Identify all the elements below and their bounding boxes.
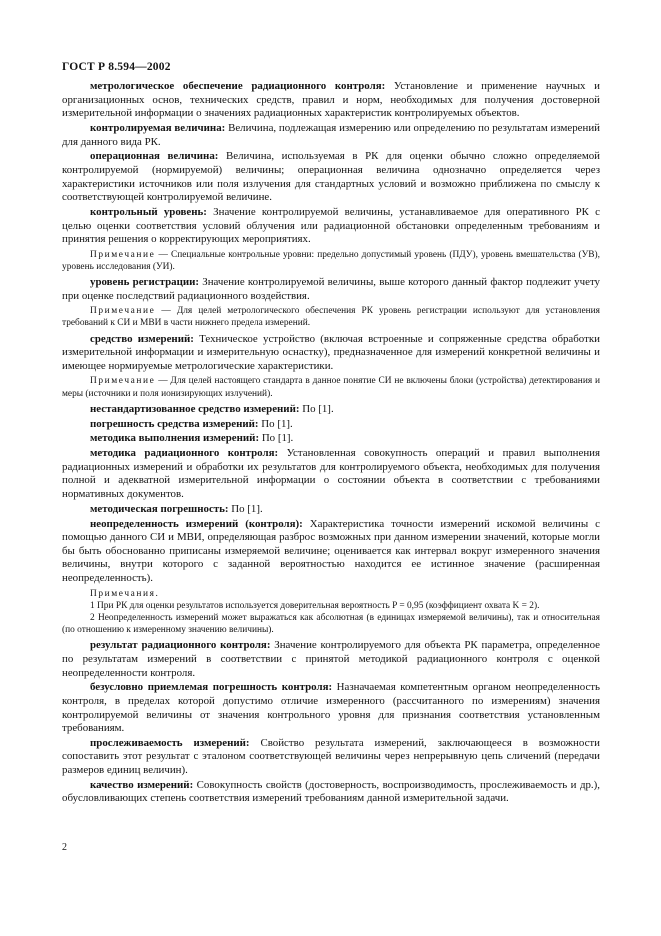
page-number: 2 <box>62 842 67 853</box>
definition-text: По [1]. <box>228 502 263 515</box>
note <box>62 375 600 399</box>
term: метрологическое обеспечение радиационного контроля: <box>90 80 386 92</box>
definition-text: По [1]. <box>259 432 294 445</box>
term: погрешность средства измерений: <box>90 417 259 430</box>
term: методика радиационного контроля: <box>90 447 279 460</box>
definition-text: Свойство результата измерений, заключающееся в возможности сопоставить этот результат с эталоном соответствующей величины через непрерывную цепь сличений (передачи размеров единиц величин). <box>62 736 600 777</box>
definition-text: По [1]. <box>299 402 334 415</box>
notes-block <box>62 588 600 637</box>
note-item: 2 Неопределенность измерений может выражаться как абсолютная (в единицах измеряемой величины), так и относительная (по отношению к измеренному значению величины). <box>62 612 600 636</box>
definition-paragraph <box>62 333 600 374</box>
definition-paragraph <box>62 432 600 446</box>
definition-paragraph <box>62 122 600 149</box>
definition-paragraph <box>62 80 600 121</box>
definition-text: Установленная совокупность операций и правил выполнения радиационных измерений и обработки их результатов для контролируемого объекта, необходимых для получения полной и адекватной измерительной информации о состоянии объекта в соответствии с требованиями нормативных документов. <box>62 447 600 500</box>
definition-text: Значение контролируемой величины, выше которого данный фактор подлежит учету при оценке последствий радиационного воздействия. <box>62 276 600 302</box>
definition-paragraph <box>62 403 600 417</box>
note-item: 1 При РК для оценки результатов используется доверительная вероятность P = 0,95 (коэффициент охвата K = 2). <box>90 600 540 611</box>
definition-text: Величина, подлежащая измерению или определению по результатам измерений для данного вида РК. <box>62 121 600 148</box>
definition-paragraph <box>62 276 600 303</box>
definition-text: Величина, используемая в РК для оценки обычно сложно определяемой контролируемой (нормируемой) величины; операционная величина однозначно определяется через характеристики источников или поля излучения для стандартных условий и возможно приближена по смыслу к соответствующей контролируемой величине. <box>62 150 601 204</box>
term: качество измерений: <box>90 778 194 791</box>
term: нестандартизованное средство измерений: <box>90 402 300 415</box>
note <box>62 305 600 329</box>
definition-text: Значение контролируемого для объекта РК параметра, определенное по результатам измерений в соответствии с принятой методикой радиационного контроля с оценкой неопределенности контроля. <box>62 639 600 679</box>
term: средство измерений: <box>90 332 194 345</box>
note-label: Примечание <box>90 249 156 260</box>
term: безусловно приемлемая погрешность контроля: <box>90 681 333 694</box>
definition-text: Совокупность свойств (достоверность, воспроизводимость, прослеживаемость и др.), обусловливающих степень соответствия измерений требованиям данной измерительной задачи. <box>62 778 600 805</box>
definition-paragraph <box>62 206 600 247</box>
definition-paragraph <box>62 737 600 778</box>
definition-paragraph <box>62 518 600 586</box>
definition-paragraph <box>62 418 600 432</box>
definition-text: Техническое устройство (включая встроенные и сопряженные средства обработки измерительной информации и измерительную оснастку), предназначенное для измерений конкретной величины и имеющее нормируемые метрологические характеристики. <box>62 332 600 372</box>
note-text: — Для целей настоящего стандарта в данное понятие СИ не включены блоки (устройства) детектирования и меры (источники и поля ионизирующих излучений). <box>62 376 600 399</box>
term: методическая погрешность: <box>90 502 229 515</box>
definition-paragraph <box>62 639 600 680</box>
term: контрольный уровень: <box>90 205 207 218</box>
definition-paragraph <box>62 150 600 204</box>
term: результат радиационного контроля: <box>90 639 271 652</box>
notes-label: Примечания. <box>90 588 160 599</box>
note <box>62 249 600 273</box>
definition-text: По [1]. <box>258 417 293 430</box>
note-text: — Специальные контрольные уровни: предельно допустимый уровень (ПДУ), уровень вмешательства (УВ), уровень исследования (УИ). <box>62 249 600 272</box>
definition-text: Назначаемая компетентным органом неопределенность контроля, в пределах которой допустимо отличие измеренного (рассчитанного по измерениям) значения контролируемой величины от значения контрольного уровня для признания соответствия установленным требованиям. <box>62 681 601 735</box>
term: операционная величина: <box>90 150 219 163</box>
definition-paragraph <box>62 447 600 501</box>
note-text: — Для целей метрологического обеспечения РК уровень регистрации используют для установления требований к СИ и МВИ в части нижнего предела измерений. <box>62 306 600 329</box>
definition-paragraph <box>62 503 600 517</box>
term: уровень регистрации: <box>90 276 200 289</box>
term: методика выполнения измерений: <box>90 432 260 445</box>
page-header: ГОСТ Р 8.594—2002 <box>62 61 171 73</box>
term: неопределенность измерений (контроля): <box>90 517 303 530</box>
term: прослеживаемость измерений: <box>90 736 250 749</box>
document-body <box>62 80 600 807</box>
definition-text: Установление и применение научных и организационных основ, технических средств, правил и норм, необходимых для получения достоверной измерительной информации о значениях радиационных характеристик контролируемых объектов. <box>62 80 600 120</box>
note-label: Примечание <box>90 306 156 317</box>
definition-paragraph <box>62 681 600 735</box>
definition-paragraph <box>62 779 600 806</box>
term: контролируемая величина: <box>90 121 226 134</box>
definition-text: Значение контролируемой величины, устанавливаемое для оперативного РК с целью оценки соответствия условий облучения или радиационной обстановки определенным требованиям и принятия решения о корректирующих мероприятиях. <box>62 205 601 246</box>
note-label: Примечание <box>90 376 156 387</box>
definition-text: Характеристика точности измерений искомой величины с помощью данного СИ и МВИ, определяющая разброс возможных при данном измерении значений, которые могли бы быть обоснованно приписаны измеряемой величине; оценивается как интервал вокруг измеренного значения величины, внутри которого с заданной вероятностью находится ее истинное значение (расширенная неопределенность). <box>62 517 600 584</box>
